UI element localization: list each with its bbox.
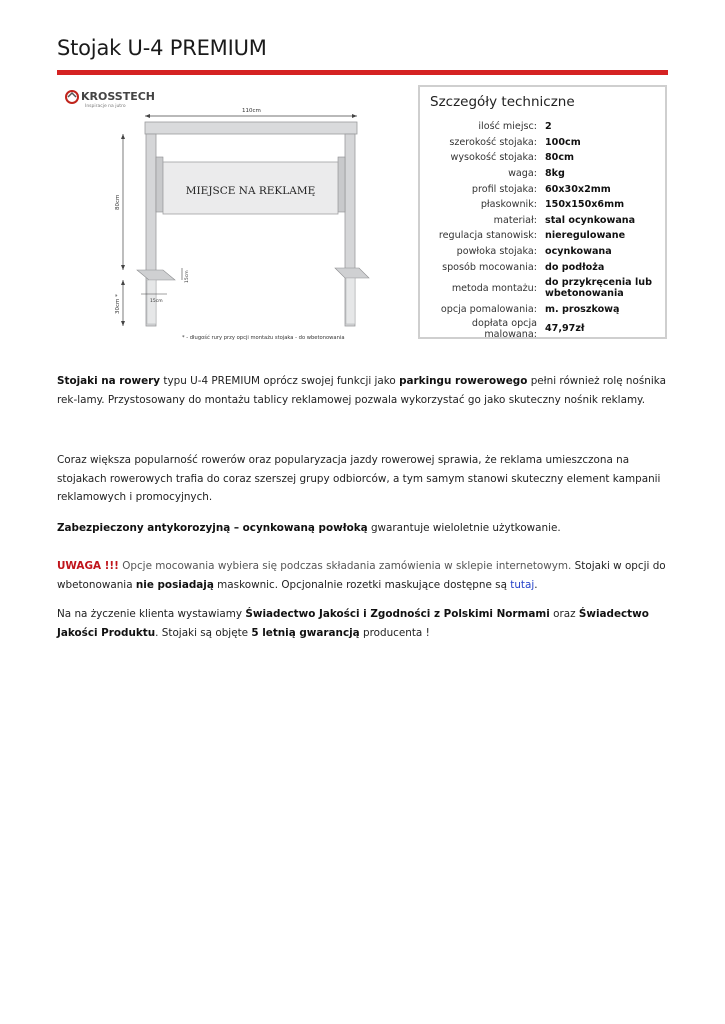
krosstech-logo (66, 90, 155, 109)
text: typu U-4 PREMIUM oprócz swojej funkcji jako (160, 375, 400, 387)
warning-paragraph (57, 557, 667, 594)
text: maskownic. Opcjonalnie rozetki maskujące dostępne są (213, 578, 511, 591)
spec-key: opcja pomalowania: (440, 304, 537, 316)
spec-row (420, 259, 665, 275)
spec-value: 80cm (545, 152, 575, 164)
spec-value: 8kg (545, 168, 565, 180)
spec-row (420, 228, 665, 244)
spec-value: nieregulowane (545, 230, 626, 242)
spec-row (420, 302, 665, 318)
bold-text: Świadectwo Jakości i Zgodności z Polskimi Normami (245, 608, 550, 620)
spec-key: szerokość stojaka: (449, 136, 537, 148)
text: . Stojaki są objęte (155, 626, 252, 639)
specs-panel (418, 85, 667, 339)
text: Na na życzenie klienta wystawiamy (57, 608, 246, 620)
text: Opcje mocowania wybiera się podczas składania zamówienia w sklepie internetowym. (118, 560, 572, 572)
spec-key: powłoka stojaka: (456, 246, 537, 258)
spec-key: ilość miejsc: (478, 121, 537, 133)
specs-table (420, 119, 665, 340)
certificates-paragraph (57, 605, 667, 642)
figure-footnote: * - długość rury przy opcji montażu stojaka - do wbetonowania (182, 335, 345, 341)
text: gwarantuje wieloletnie użytkowanie. (367, 522, 561, 534)
dim-plate2-label: 15cm (185, 270, 190, 283)
bold-text: 5 letnią gwarancją (251, 626, 360, 639)
brand-name: KROSSTECH (81, 90, 155, 103)
spec-key: regulacja stanowisk: (438, 230, 537, 242)
spec-row (420, 150, 665, 166)
spec-row (420, 244, 665, 260)
spec-key: sposób mocowania: (442, 261, 537, 273)
bold-text: Zabezpieczony antykorozyjną – ocynkowaną powłoką (57, 522, 368, 534)
spec-value: do przykręcenia lub wbetonowania (545, 277, 652, 300)
warning-label: UWAGA !!! (57, 560, 119, 572)
text: . (534, 578, 538, 591)
dim-depth-label: 30cm * (115, 294, 121, 314)
text: producenta ! (359, 626, 430, 639)
intro-paragraph (57, 372, 667, 409)
bold-text: Świadectwo Jakości Produktu (57, 608, 649, 639)
popularity-paragraph: Coraz większa popularność rowerów oraz popularyzacja jazdy rowerowej sprawia, że reklama umieszczona na stojakach rowerowych trafia do coraz szerszej grupy odbiorców, a tym samym stanowi skuteczny element kampanii reklamowych i promocyjnych. (57, 454, 661, 503)
dim-width-label: 110cm (242, 108, 261, 114)
page-title: Stojak U-4 PREMIUM (57, 36, 267, 60)
specs-title: Szczegóły techniczne (430, 94, 575, 110)
spec-key: waga: (508, 168, 537, 180)
spec-key: metoda montażu: (451, 282, 537, 294)
rosettes-link[interactable]: tutaj (510, 578, 535, 591)
spec-row (420, 181, 665, 197)
dim-height-label: 80cm (115, 194, 121, 210)
spec-value: stal ocynkowana (545, 214, 636, 226)
spec-value: 100cm (545, 136, 581, 148)
title-divider (57, 70, 668, 75)
spec-row (420, 213, 665, 229)
spec-value: 150x150x6mm (545, 199, 625, 211)
coating-paragraph (57, 519, 667, 538)
spec-value: do podłoża (545, 261, 605, 273)
spec-value: 2 (545, 121, 552, 133)
spec-key: dopłata opcja malowana: (471, 317, 537, 340)
spec-row (420, 197, 665, 213)
text: Stojaki w opcji do wbetonowania (57, 560, 666, 591)
spec-row (420, 119, 665, 135)
text: oraz (549, 608, 579, 620)
spec-key: płaskownik: (480, 199, 537, 211)
spec-row (420, 166, 665, 182)
spec-row (420, 275, 665, 302)
spec-value: 47,97zł (545, 323, 585, 335)
ad-board-label: MIEJSCE NA REKLAMĘ (185, 185, 316, 197)
spec-value: 60x30x2mm (545, 183, 611, 195)
dim-plate-label: 15cm (150, 299, 163, 304)
spec-row (420, 135, 665, 151)
spec-value: ocynkowana (545, 246, 612, 258)
spec-row (420, 318, 665, 340)
bold-text: Stojaki na rowery (57, 375, 161, 387)
bold-text: nie posiadają (135, 578, 214, 591)
product-image (57, 82, 412, 347)
text: pełni również rolę nośnika rek-lamy. Przystosowany do montażu tablicy reklamowej pozwala wykorzystać go jako skuteczny nośnik reklamy. (57, 375, 666, 406)
spec-value: m. proszkową (545, 304, 620, 316)
brand-tagline: Inspiracje na jutro (85, 104, 126, 109)
ad-board (163, 162, 338, 214)
spec-key: wysokość stojaka: (450, 152, 537, 164)
spec-key: materiał: (493, 214, 537, 226)
spec-key: profil stojaka: (471, 183, 537, 195)
bold-text: parkingu rowerowego (399, 375, 528, 387)
